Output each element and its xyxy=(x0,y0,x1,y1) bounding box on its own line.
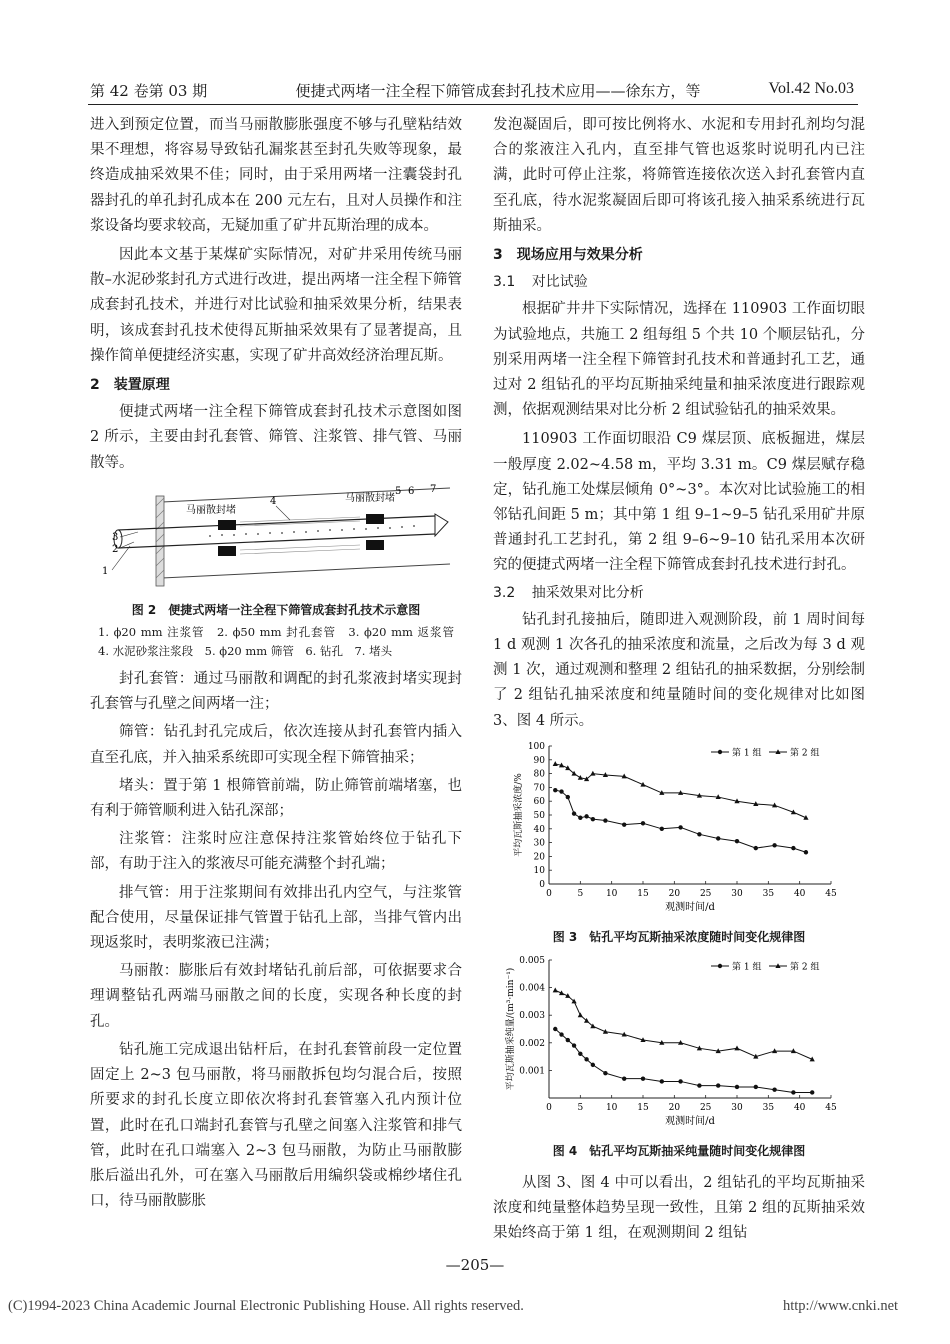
y-axis-label: 平均瓦斯抽采浓度/% xyxy=(514,773,524,857)
figure-3-caption: 图 3 钻孔平均瓦斯抽采浓度随时间变化规律图 xyxy=(552,930,806,945)
data-point xyxy=(578,775,583,780)
data-point xyxy=(591,817,595,821)
data-point xyxy=(622,822,626,826)
y-tick-label: 100 xyxy=(527,741,545,752)
data-point xyxy=(791,1091,795,1095)
x-tick-label: 45 xyxy=(825,888,837,899)
data-point xyxy=(603,1071,607,1075)
data-point xyxy=(716,1084,720,1088)
data-point xyxy=(566,1038,570,1042)
borehole-wall-bottom xyxy=(162,564,450,578)
x-tick-label: 45 xyxy=(825,1103,837,1114)
x-tick-label: 20 xyxy=(668,1103,681,1114)
data-point xyxy=(754,1085,758,1089)
figure-3 xyxy=(493,740,865,925)
data-point xyxy=(735,1085,739,1089)
data-point xyxy=(622,1077,626,1081)
marithane-plug xyxy=(218,546,236,556)
y-tick-label: 0.004 xyxy=(519,983,545,994)
x-tick-label: 30 xyxy=(731,1103,743,1114)
data-point xyxy=(590,771,595,776)
y-tick-label: 0.001 xyxy=(519,1066,545,1077)
data-point xyxy=(641,1077,645,1081)
data-point xyxy=(603,818,607,822)
subsection-title: 对比试验 xyxy=(531,274,588,291)
y-tick-label: 0.003 xyxy=(519,1011,545,1022)
y-tick-label: 10 xyxy=(533,866,545,877)
data-point xyxy=(678,1080,682,1084)
paragraph: 注浆管：注浆时应注意保持注浆管始终位于钻孔下部，有助于注入的浆液尽可能充满整个封孔端； xyxy=(90,831,462,873)
paragraph: 封孔套管：通过马丽散和调配的封孔浆液封堵实现封孔套管与孔壁之间两堵一注； xyxy=(90,671,462,713)
y-tick-label: 70 xyxy=(533,783,545,794)
paragraph: 钻孔封孔接抽后，随即进入观测阶段，前 1 周时间每 1 d 观测 1 次各孔的抽采浓度和流量，之后改为每 3 d 观测 1 次，通过观测和整理 2 组钻孔的抽采数据，分别绘制了 2 组钻孔抽采浓度和纯量随时间的变化规律对比如图 3、图 4 所示。 xyxy=(493,611,865,729)
volume-english: Vol.42 No.03 xyxy=(768,80,854,97)
fig2-label: 4 xyxy=(270,495,277,507)
section-heading: 3 现场应用与效果分析 xyxy=(493,247,643,264)
data-point xyxy=(772,843,776,847)
figure-2-legend: 1. ϕ20 mm 注浆管 2. ϕ50 mm 封孔套管 3. ϕ20 mm 返浆管 4. 水泥砂浆注浆段 5. ϕ20 mm 筛管 6. 钻孔 7. 堵头 xyxy=(98,625,466,659)
subsection-heading xyxy=(493,270,865,295)
copyright-line xyxy=(8,1298,899,1315)
x-tick-label: 5 xyxy=(577,1103,584,1114)
x-tick-label: 0 xyxy=(546,1103,552,1114)
y-tick-label: 0 xyxy=(539,879,545,890)
series-line xyxy=(555,991,812,1060)
data-point xyxy=(660,1080,664,1084)
data-point xyxy=(697,832,701,836)
y-tick-label: 50 xyxy=(533,810,545,821)
x-tick-label: 0 xyxy=(546,888,552,899)
figure-4-caption: 图 4 钻孔平均瓦斯抽采纯量随时间变化规律图 xyxy=(552,1144,806,1159)
series-line xyxy=(555,1029,812,1092)
data-point xyxy=(735,839,739,843)
paragraph: 堵头：置于第 1 根筛管前端，防止筛管前端堵塞，也有利于筛管顺利进入钻孔深部； xyxy=(90,777,462,820)
paragraph: 排气管：用于注浆期间有效排出孔内空气，与注浆管配合使用，尽量保证排气管置于钻孔上部，当排气管内出现返浆时，表明浆液已注满； xyxy=(90,884,462,952)
y-tick-label: 0.005 xyxy=(519,956,545,967)
figure-2-caption: 图 2 便捷式两堵一注全程下筛管成套封孔技术示意图 xyxy=(131,602,421,617)
subsection-number: 3.1 xyxy=(493,274,516,291)
y-tick-label: 90 xyxy=(533,755,545,766)
data-point xyxy=(553,988,558,993)
data-point xyxy=(553,761,558,766)
data-point xyxy=(578,1052,582,1056)
data-point xyxy=(697,1084,701,1088)
concentration-chart xyxy=(493,740,865,916)
flow-chart xyxy=(493,954,865,1130)
figure-2 xyxy=(90,482,462,598)
data-point xyxy=(804,850,808,854)
data-point xyxy=(754,846,758,850)
left-column xyxy=(90,113,466,1214)
fig2-label: 6 xyxy=(408,485,415,497)
borehole-wall-top xyxy=(162,485,450,502)
subsection-title: 抽采效果对比分析 xyxy=(531,584,644,601)
x-tick-label: 35 xyxy=(762,888,775,899)
y-tick-label: 40 xyxy=(533,824,545,835)
legend-label: 第 1 组 xyxy=(732,748,762,759)
data-point xyxy=(641,821,645,825)
marithane-plug xyxy=(366,514,384,524)
data-point xyxy=(810,1091,814,1095)
y-tick-label: 20 xyxy=(533,852,545,863)
page-number: —205— xyxy=(445,1256,505,1274)
legend-label: 第 1 组 xyxy=(732,962,762,973)
paragraph: 进入到预定位置，而当马丽散膨胀强度不够与孔壁粘结效果不理想，将容易导致钻孔漏浆甚至封孔失败等现象，最终造成抽采效果不佳；同时，由于采用两堵一注囊袋封孔器封孔的单孔封孔成本在 200 元左右，且对人员操作和注浆设备均要求较高，无疑加重了矿井瓦斯治理的成本。 xyxy=(90,117,462,234)
data-point xyxy=(559,1033,563,1037)
paragraph: 筛管：钻孔封孔完成后，依次连接从封孔套管内插入直至孔底，并入抽采系统即可实现全程下筛管抽采； xyxy=(90,724,462,766)
right-column xyxy=(493,113,865,1246)
data-point xyxy=(572,1044,576,1048)
data-point xyxy=(572,811,576,815)
figure-4 xyxy=(493,954,865,1139)
section-heading: 2 装置原理 xyxy=(90,377,170,394)
subsection-heading xyxy=(493,581,865,606)
paragraph: 钻孔施工完成退出钻杆后，在封孔套管前段一定位置固定上 2~3 包马丽散，将马丽散拆包均匀混合后，按照所要求的封孔长度立即依次将封孔套管塞入孔内预计位置，此时在孔口端封孔套管与孔壁之间塞入注浆管和排气管，此时在孔口端塞入 2~3 包马丽散，为防止马丽散膨胀后溢出孔外，可在塞入马丽散后用编织袋或棉纱堵住孔口，待马丽散膨胀 xyxy=(90,1041,462,1210)
data-point xyxy=(791,846,795,850)
data-point xyxy=(566,795,570,799)
legend-marker xyxy=(718,964,722,968)
data-point xyxy=(678,825,682,829)
x-tick-label: 15 xyxy=(637,1103,649,1114)
legend-label: 第 2 组 xyxy=(790,962,820,973)
data-point xyxy=(584,814,588,818)
fig2-label: 7 xyxy=(430,483,437,495)
marithane-plug xyxy=(218,520,236,530)
fig2-label: 2 xyxy=(112,543,119,555)
y-tick-label: 80 xyxy=(533,769,545,780)
marithane-plug xyxy=(366,540,384,550)
paragraph: 从图 3、图 4 中可以看出，2 组钻孔的平均瓦斯抽采浓度和纯量整体趋势呈现一致性，且第 2 组的瓦斯抽采效果始终高于第 1 组，在观测期间 2 组钻 xyxy=(493,1174,865,1242)
y-axis-label: 平均瓦斯抽采纯量/(m³·min⁻¹) xyxy=(506,967,516,1091)
x-axis-label: 观测时间/d xyxy=(665,901,715,913)
sealing-diagram xyxy=(90,482,462,598)
site-url: http://www.cnki.net xyxy=(783,1298,899,1314)
y-tick-label: 30 xyxy=(533,838,545,849)
y-tick-label: 60 xyxy=(533,797,545,808)
x-tick-label: 5 xyxy=(577,888,584,899)
paragraph: 发泡凝固后，即可按比例将水、水泥和专用封孔剂均匀混合的浆液注入孔内，直至排气管也返浆时说明孔内已注满，此时可停止注浆，将筛管连接依次送入封孔套管内直至孔底，待水泥浆凝固后即可将该孔接入抽采系统进行瓦斯抽采。 xyxy=(493,117,865,234)
journal-volume: 第 42 卷第 03 期 xyxy=(90,82,208,100)
y-tick-label: 0.002 xyxy=(519,1039,545,1050)
data-point xyxy=(591,1063,595,1067)
x-axis-label: 观测时间/d xyxy=(665,1116,715,1128)
x-tick-label: 25 xyxy=(699,1103,712,1114)
data-point xyxy=(578,815,582,819)
x-tick-label: 15 xyxy=(637,888,649,899)
data-point xyxy=(559,789,563,793)
data-point xyxy=(553,1027,557,1031)
x-tick-label: 40 xyxy=(793,888,806,899)
data-point xyxy=(772,1088,776,1092)
paragraph: 因此本文基于某煤矿实际情况，对矿井采用传统马丽散–水泥砂浆封孔方式进行改进，提出两堵一注全程下筛管成套封孔技术，并进行对比试验和抽采效果分析，结果表明，该成套封孔技术使得瓦斯抽采效果有了显著提高，且操作简单便捷经济实惠，实现了矿井高效经济治理瓦斯。 xyxy=(90,247,462,364)
data-point xyxy=(734,1046,739,1051)
running-header xyxy=(88,78,858,105)
legend-marker xyxy=(718,750,722,754)
x-tick-label: 20 xyxy=(668,888,681,899)
end-cap xyxy=(435,514,448,536)
running-title: 便捷式两堵一注全程下筛管成套封孔技术应用——徐东方，等 xyxy=(295,82,701,100)
fig2-plug-label: 马丽散封堵 xyxy=(345,492,395,504)
fig2-plug-label: 马丽散封堵 xyxy=(186,504,236,516)
paragraph: 便捷式两堵一注全程下筛管成套封孔技术示意图如图 2 所示，主要由封孔套管、筛管、注浆管、排气管、马丽散等。 xyxy=(90,404,462,471)
copyright-text: (C)1994-2023 China Academic Journal Electronic Publishing House. All rights reserved. xyxy=(8,1298,524,1314)
x-tick-label: 40 xyxy=(793,1103,806,1114)
subsection-number: 3.2 xyxy=(493,584,516,601)
data-point xyxy=(553,788,557,792)
x-tick-label: 10 xyxy=(605,1103,618,1114)
data-point xyxy=(660,826,664,830)
screen-tube xyxy=(209,525,415,537)
fig2-label: 1 xyxy=(102,565,109,577)
data-point xyxy=(584,1057,588,1061)
paragraph: 马丽散：膨胀后有效封堵钻孔前后部，可依据要求合理调整钻孔两端马丽散之间的长度，实现各种长度的封孔。 xyxy=(90,963,462,1030)
paragraph: 根据矿井井下实际情况，选择在 110903 工作面切眼为试验地点，共施工 2 组每组 5 个共 10 个顺层钻孔，分别采用两堵一注全程下筛管封孔技术和普通封孔工艺，通过对 2 组钻孔的平均瓦斯抽采纯量和抽采浓度进行跟踪观测，依据观测结果对比分析 2 组试验钻孔的抽采效果。 xyxy=(493,301,865,419)
x-tick-label: 10 xyxy=(605,888,618,899)
fig2-label: 3 xyxy=(112,531,119,543)
x-tick-label: 35 xyxy=(762,1103,775,1114)
paragraph: 110903 工作面切眼沿 C9 煤层顶、底板掘进，煤层一般厚度 2.02~4.58 m，平均 3.31 m。C9 煤层赋存稳定，钻孔施工处煤层倾角 0°~3°。本次对比试验施工的相邻钻孔间距 5 m；其中第 1 组 9–1~9–5 钻孔采用矿井原普通封孔工艺封孔，第 2 组 9–6~9–10 钻孔采用本次研究的便捷式两堵一注全程下筛管成套封孔技术进行封孔。 xyxy=(493,431,865,574)
legend-label: 第 2 组 xyxy=(790,748,820,759)
fig2-label: 5 xyxy=(395,485,402,497)
data-point xyxy=(578,1013,583,1018)
data-point xyxy=(716,836,720,840)
x-tick-label: 25 xyxy=(699,888,712,899)
x-tick-label: 30 xyxy=(731,888,743,899)
